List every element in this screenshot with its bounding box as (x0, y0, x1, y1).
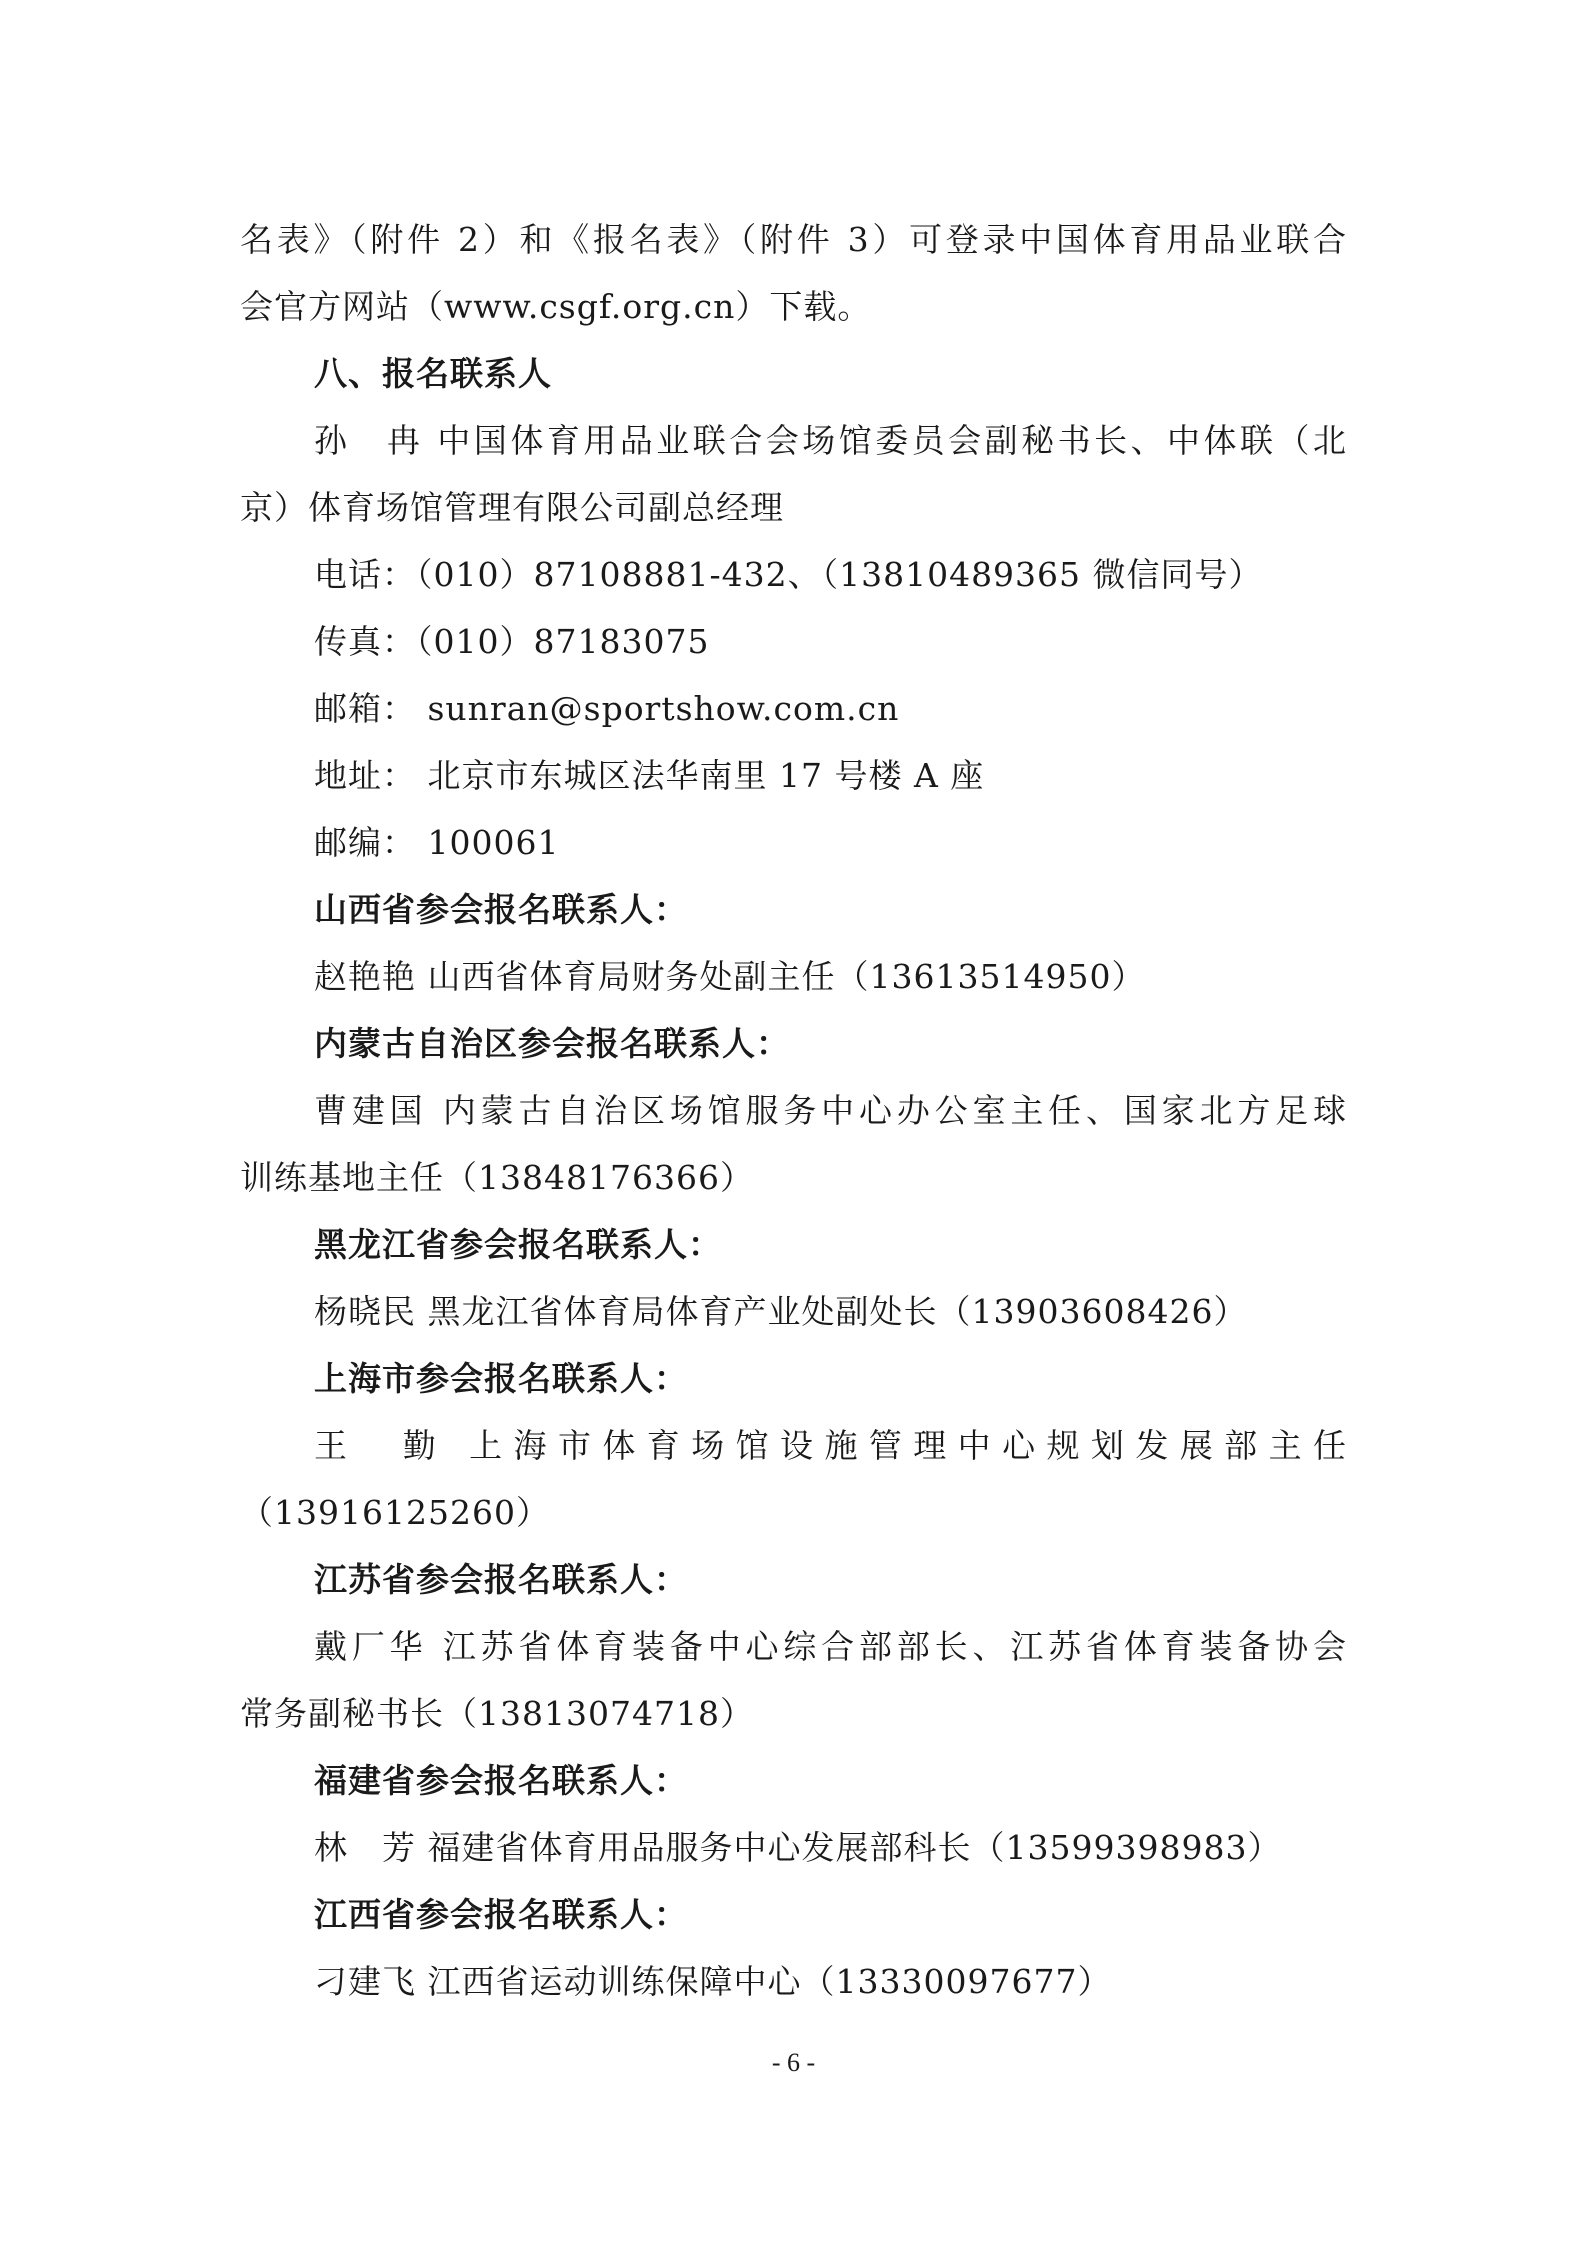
contact-line: 孙 冉 中国体育用品业联合会场馆委员会副秘书长、中体联（北 (314, 421, 1347, 460)
contact-line: 戴厂华 江苏省体育装备中心综合部部长、江苏省体育装备协会 (314, 1627, 1347, 1666)
contact-line: 曹建国 内蒙古自治区场馆服务中心办公室主任、国家北方足球 (314, 1091, 1347, 1130)
region-heading-inner-mongolia: 内蒙古自治区参会报名联系人： (314, 1024, 790, 1063)
contact-line: 赵艳艳 山西省体育局财务处副主任（13613514950） (314, 957, 1146, 996)
phone-line: 电话：（010）87108881-432、（13810489365 微信同号） (314, 555, 1263, 594)
region-heading-fujian: 福建省参会报名联系人： (314, 1761, 688, 1800)
contact-line: （13916125260） (240, 1493, 550, 1532)
region-heading-shanxi: 山西省参会报名联系人： (314, 890, 688, 929)
region-heading-jiangxi: 江西省参会报名联系人： (314, 1895, 688, 1934)
paragraph-line: 名表》（附件 2）和《报名表》（附件 3）可登录中国体育用品业联合 (240, 220, 1347, 259)
document-body (240, 206, 1347, 2015)
address-line: 地址： 北京市东城区法华南里 17 号楼 A 座 (314, 756, 985, 795)
region-heading-heilongjiang: 黑龙江省参会报名联系人： (314, 1225, 722, 1264)
contact-line: 王 勤 上海市体育场馆设施管理中心规划发展部主任 (314, 1426, 1347, 1465)
email-line: 邮箱： sunran@sportshow.com.cn (314, 689, 900, 728)
contact-line: 刁建飞 江西省运动训练保障中心（13330097677） (314, 1962, 1112, 2001)
contact-line: 训练基地主任（13848176366） (240, 1158, 754, 1197)
contact-line: 林 芳 福建省体育用品服务中心发展部科长（13599398983） (314, 1828, 1282, 1867)
region-heading-jiangsu: 江苏省参会报名联系人： (314, 1560, 688, 1599)
contact-line: 常务副秘书长（13813074718） (240, 1694, 754, 1733)
section-heading: 八、报名联系人 (314, 354, 552, 393)
region-heading-shanghai: 上海市参会报名联系人： (314, 1359, 688, 1398)
contact-line: 杨晓民 黑龙江省体育局体育产业处副处长（13903608426） (314, 1292, 1248, 1331)
contact-line: 京）体育场馆管理有限公司副总经理 (240, 488, 784, 527)
paragraph-line: 会官方网站（www.csgf.org.cn）下载。 (240, 287, 872, 326)
page-number: - 6 - (771, 2048, 816, 2077)
postcode-line: 邮编： 100061 (314, 823, 560, 862)
fax-line: 传真：（010）87183075 (314, 622, 710, 661)
